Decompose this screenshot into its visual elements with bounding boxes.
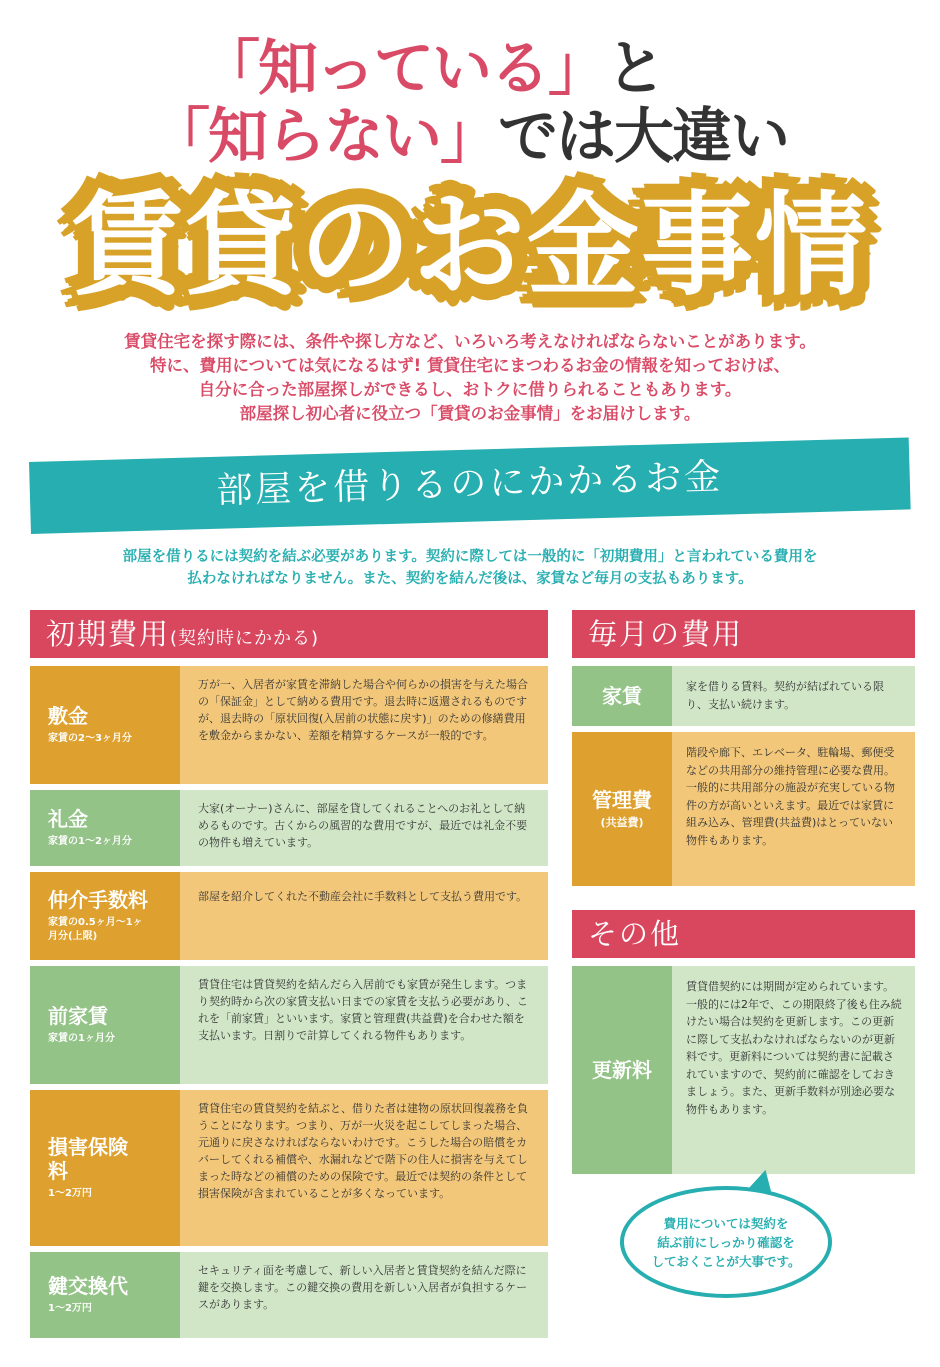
bubble-line: しておくことが大事です。 bbox=[651, 1253, 801, 1269]
cost-label bbox=[30, 1252, 180, 1338]
cost-name: 仲介手数料 bbox=[48, 888, 148, 912]
initial-cost-row-kagi bbox=[30, 1252, 548, 1338]
cost-label bbox=[572, 666, 672, 726]
monthly-cost-heading: 毎月の費用 bbox=[572, 610, 915, 658]
headline-line1-quote: 「知っている」 bbox=[200, 34, 606, 104]
cost-description: 部屋を紹介してくれた不動産会社に手数料として支払う費用です。 bbox=[180, 872, 548, 960]
cost-description: 万が一、入居者が家賃を滞納した場合や何らかの損害を与えた場合の「保証金」として納める費用です。退去時に返還されるものですが、退去時の「原状回復(入居前の状態に戻す)」のための修繕費用を敷金からまかない、差額を精算するケースが一般的です。 bbox=[180, 666, 548, 784]
sub-intro-text bbox=[40, 546, 900, 590]
cost-description: 階段や廊下、エレベータ、駐輪場、郵便受などの共用部分の維持管理に必要な費用。一般的に共用部分の施設が充実している物件の方が高いといえます。最近では家賃に組み込み、管理費(共益費)はとっていない物件もあります。 bbox=[672, 732, 915, 886]
initial-cost-heading-note: (契約時にかかる) bbox=[170, 628, 320, 649]
initial-cost-row-maeyachin bbox=[30, 966, 548, 1084]
initial-cost-row-shikikin bbox=[30, 666, 548, 784]
headline-line1-rest: と bbox=[606, 34, 664, 104]
cost-note: 家賃の0.5ヶ月〜1ヶ月分(上限) bbox=[48, 917, 143, 942]
headline-line2-rest: では大違い bbox=[498, 102, 788, 172]
intro-line: 特に、費用については気になるはず! 賃貸住宅にまつわるお金の情報を知っておけば、 bbox=[150, 356, 790, 375]
cost-description: セキュリティ面を考慮して、新しい入居者と賃貸契約を結んだ際に鍵を交換します。この鍵交換の費用を新しい入居者が負担するケースがあります。 bbox=[180, 1252, 548, 1338]
cost-label bbox=[30, 966, 180, 1084]
initial-cost-heading-text: 初期費用 bbox=[46, 617, 171, 651]
cost-description: 賃貸住宅は賃貸契約を結んだら入居前でも家賃が発生します。つまり契約時から次の家賃支払い日までの家賃を支払う必要があり、これを「前家賃」といいます。家賃と管理費(共益費)を合わせた額を支払います。日割りで計算してくれる物件もあります。 bbox=[180, 966, 548, 1084]
cost-description: 賃貸借契約には期間が定められています。一般的には2年で、この期限終了後も住み続けたい場合は契約を更新します。この更新に際して支払わなければならないのが更新料です。更新料については契約書に記載されていますので、契約前に確認をしておきましょう。また、更新手数料が別途必要な物件もあります。 bbox=[672, 966, 915, 1174]
cost-note: 1〜2万円 bbox=[48, 1188, 92, 1199]
cost-label bbox=[572, 732, 672, 886]
cost-name: 家賃 bbox=[602, 684, 642, 708]
cost-label bbox=[572, 966, 672, 1174]
headline-line1 bbox=[200, 36, 664, 102]
cost-note: (共益費) bbox=[600, 816, 644, 829]
cost-name: 損害保険料 bbox=[48, 1135, 128, 1183]
intro-line: 部屋探し初心者に役立つ「賃貸のお金事情」をお届けします。 bbox=[239, 404, 701, 423]
intro-line: 賃貸住宅を探す際には、条件や探し方など、いろいろ考えなければならないことがあります。 bbox=[124, 332, 816, 351]
initial-cost-row-songai bbox=[30, 1090, 548, 1246]
bubble-line: 費用については契約を bbox=[663, 1215, 789, 1231]
headline-line2 bbox=[150, 104, 788, 170]
cost-description: 家を借りる賃料。契約が結ばれている限り、支払い続けます。 bbox=[672, 666, 915, 726]
monthly-cost-row-kanrihi bbox=[572, 732, 915, 886]
other-cost-heading: その他 bbox=[572, 910, 915, 958]
cost-note: 家賃の1〜2ヶ月分 bbox=[48, 836, 132, 847]
cost-note: 家賃の1ヶ月分 bbox=[48, 1033, 115, 1044]
cost-note: 1〜2万円 bbox=[48, 1303, 92, 1314]
section-banner-text: 部屋を借りるのにかかるお金 bbox=[215, 456, 724, 512]
cost-name: 更新料 bbox=[592, 1058, 652, 1082]
cost-label bbox=[30, 872, 180, 960]
cost-name: 管理費 bbox=[592, 788, 652, 812]
section-banner bbox=[29, 437, 911, 534]
other-cost-row-koshinryo bbox=[572, 966, 915, 1174]
cost-description: 賃貸住宅の賃貸契約を結ぶと、借りた者は建物の原状回復義務を負うことになります。つまり、万が一火災を起こしてしまった場合、元通りに戻さなければならないわけです。こうした場合の賠償をカバーしてくれる補償や、水漏れなどで階下の住人に損害を与えてしまった時などの補償のための保険です。最近では契約の条件として損害保険が含まれていることが多くなっています。 bbox=[180, 1090, 548, 1246]
cost-name: 礼金 bbox=[48, 807, 88, 831]
intro-text bbox=[40, 330, 900, 426]
cost-label bbox=[30, 1090, 180, 1246]
cost-name: 前家賃 bbox=[48, 1004, 108, 1028]
intro-line: 自分に合った部屋探しができるし、おトクに借りられることもあります。 bbox=[198, 380, 742, 399]
bubble-line: 結ぶ前にしっかり確認を bbox=[657, 1234, 795, 1250]
initial-cost-row-reikin bbox=[30, 790, 548, 866]
sub-intro-line: 部屋を借りるには契約を結ぶ必要があります。契約に際しては一般的に「初期費用」と言われている費用を bbox=[122, 549, 818, 565]
cost-description: 大家(オーナー)さんに、部屋を貸してくれることへのお礼として納めるものです。古くからの風習的な費用ですが、最近では礼金不要の物件も増えています。 bbox=[180, 790, 548, 866]
sub-intro-line: 払わなければなりません。また、契約を結んだ後は、家賃など毎月の支払もあります。 bbox=[187, 571, 753, 587]
cost-note: 家賃の2〜3ヶ月分 bbox=[48, 733, 132, 744]
headline-line2-quote: 「知らない」 bbox=[150, 102, 498, 172]
cost-name: 鍵交換代 bbox=[48, 1274, 128, 1298]
speech-bubble bbox=[620, 1186, 832, 1298]
monthly-cost-row-yachin bbox=[572, 666, 915, 726]
cost-label bbox=[30, 666, 180, 784]
page-title: 賃貸のお金事情 bbox=[71, 181, 869, 311]
initial-cost-row-chukai bbox=[30, 872, 548, 960]
cost-label bbox=[30, 790, 180, 866]
initial-cost-heading bbox=[30, 610, 548, 658]
cost-name: 敷金 bbox=[48, 704, 88, 728]
